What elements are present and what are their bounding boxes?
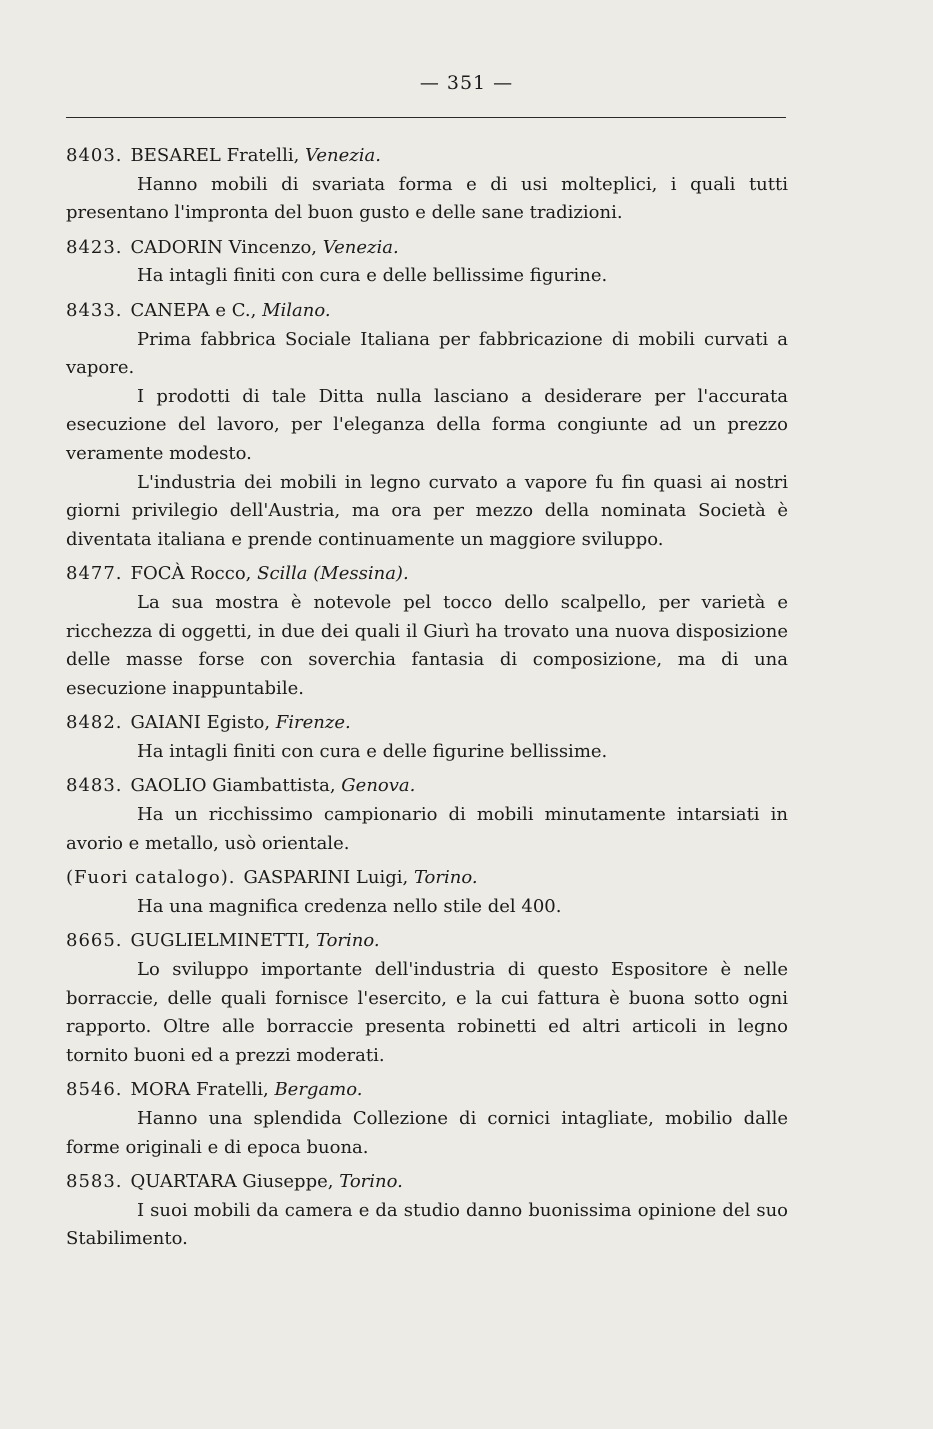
exhibitor-name: GAIANI Egisto, [130, 712, 271, 734]
exhibitor-name: CADORIN Vincenzo, [130, 236, 318, 258]
entry-description: Hanno mobili di svariata forma e di usi molteplici, i quali tutti presentano l'impronta del buon gusto e delle sane tradizioni. [66, 173, 788, 224]
entry-description: Prima fabbrica Sociale Italiana per fabbricazione di mobili curvati a vapore. [66, 328, 788, 379]
entry-heading [66, 1168, 788, 1197]
entry-number: 8546. [66, 1079, 123, 1101]
entry-number: 8665. [66, 930, 123, 952]
exhibitor-place: Firenze. [275, 712, 351, 734]
catalog-entry [66, 234, 788, 291]
exhibitor-place: Torino. [315, 930, 380, 952]
catalog-entry [66, 709, 788, 766]
catalog-entries [66, 142, 788, 1260]
entry-heading [66, 142, 788, 171]
catalog-entry [66, 560, 788, 703]
entry-heading [66, 234, 788, 263]
entry-description: Ha intagli finiti con cura e delle bellissime figurine. [137, 265, 608, 287]
exhibitor-name: FOCÀ Rocco, [130, 563, 252, 585]
entry-heading [66, 1076, 788, 1105]
entry-heading [66, 772, 788, 801]
exhibitor-name: MORA Fratelli, [130, 1079, 269, 1101]
entry-description: I suoi mobili da camera e da studio danno buonissima opinione del suo Stabilimento. [66, 1199, 788, 1250]
entry-description: Ha una magnifica credenza nello stile del 400. [137, 895, 562, 917]
catalog-entry [66, 142, 788, 228]
entry-description: L'industria dei mobili in legno curvato a vapore fu fin quasi ai nostri giorni privilegio dell'Austria, ma ora per mezzo della nominata Società è diventata italiana e prende continuamente un maggiore sviluppo. [66, 471, 788, 550]
exhibitor-place: Torino. [339, 1171, 403, 1193]
exhibitor-place: Venezia. [305, 145, 381, 166]
entry-description: I prodotti di tale Ditta nulla lasciano a desiderare per l'accurata esecuzione del lavoro, per l'eleganza della forma congiunte ad un prezzo veramente modesto. [66, 385, 788, 464]
entry-number: 8483. [66, 775, 123, 797]
catalog-entry [66, 1168, 788, 1254]
entry-description: Ha un ricchissimo campionario di mobili minutamente intarsiati in avorio e metallo, usò orientale. [66, 804, 788, 854]
exhibitor-place: Milano. [262, 299, 331, 321]
entry-number: 8477. [66, 563, 123, 585]
entry-description: Hanno una splendida Collezione di cornici intagliate, mobilio dalle forme originali e di epoca buona. [66, 1108, 788, 1158]
catalog-entry [66, 297, 788, 554]
exhibitor-place: Scilla (Messina). [257, 563, 409, 585]
entry-heading [66, 560, 788, 589]
exhibitor-place: Venezia. [322, 236, 399, 258]
exhibitor-name: GAOLIO Giambattista, [130, 775, 336, 797]
catalog-entry [66, 864, 788, 921]
exhibitor-name: QUARTARA Giuseppe, [130, 1171, 334, 1193]
exhibitor-name: GUGLIELMINETTI, [130, 930, 311, 952]
entry-number: 8583. [66, 1171, 123, 1193]
exhibitor-place: Genova. [341, 775, 416, 797]
catalog-entry [66, 927, 788, 1070]
entry-number: 8482. [66, 712, 123, 734]
entry-number: 8423. [66, 236, 123, 258]
header-rule [66, 117, 786, 118]
entry-heading [66, 297, 788, 326]
exhibitor-name: CANEPA e C., [130, 299, 257, 321]
entry-heading [66, 709, 788, 738]
entry-heading [66, 864, 788, 893]
exhibitor-place: Torino. [413, 867, 478, 889]
entry-description: Ha intagli finiti con cura e delle figurine bellissime. [137, 740, 608, 762]
entry-description: La sua mostra è notevole pel tocco dello scalpello, per varietà e ricchezza di oggetti, in due dei quali il Giurì ha trovato una nuova disposizione delle masse forse con soverchia fantasia di composizione, ma di una esecuzione inappuntabile. [66, 591, 788, 699]
page-number: — 351 — [419, 72, 514, 94]
exhibitor-place: Bergamo. [274, 1079, 363, 1101]
entry-number: 8403. [66, 145, 123, 166]
catalog-entry [66, 1076, 788, 1162]
entry-number: 8433. [66, 299, 123, 321]
entry-description: Lo sviluppo importante dell'industria di questo Espositore è nelle borraccie, delle quali fornisce l'esercito, e la cui fattura è buona sotto ogni rapporto. Oltre alle borraccie presenta robinetti ed altri articoli in legno tornito buoni ed a prezzi moderati. [66, 959, 788, 1066]
catalog-entry [66, 772, 788, 858]
entry-heading [66, 927, 788, 956]
exhibitor-name: BESAREL Fratelli, [130, 145, 300, 166]
exhibitor-name: GASPARINI Luigi, [243, 867, 409, 889]
entry-number: (Fuori catalogo). [66, 867, 236, 889]
